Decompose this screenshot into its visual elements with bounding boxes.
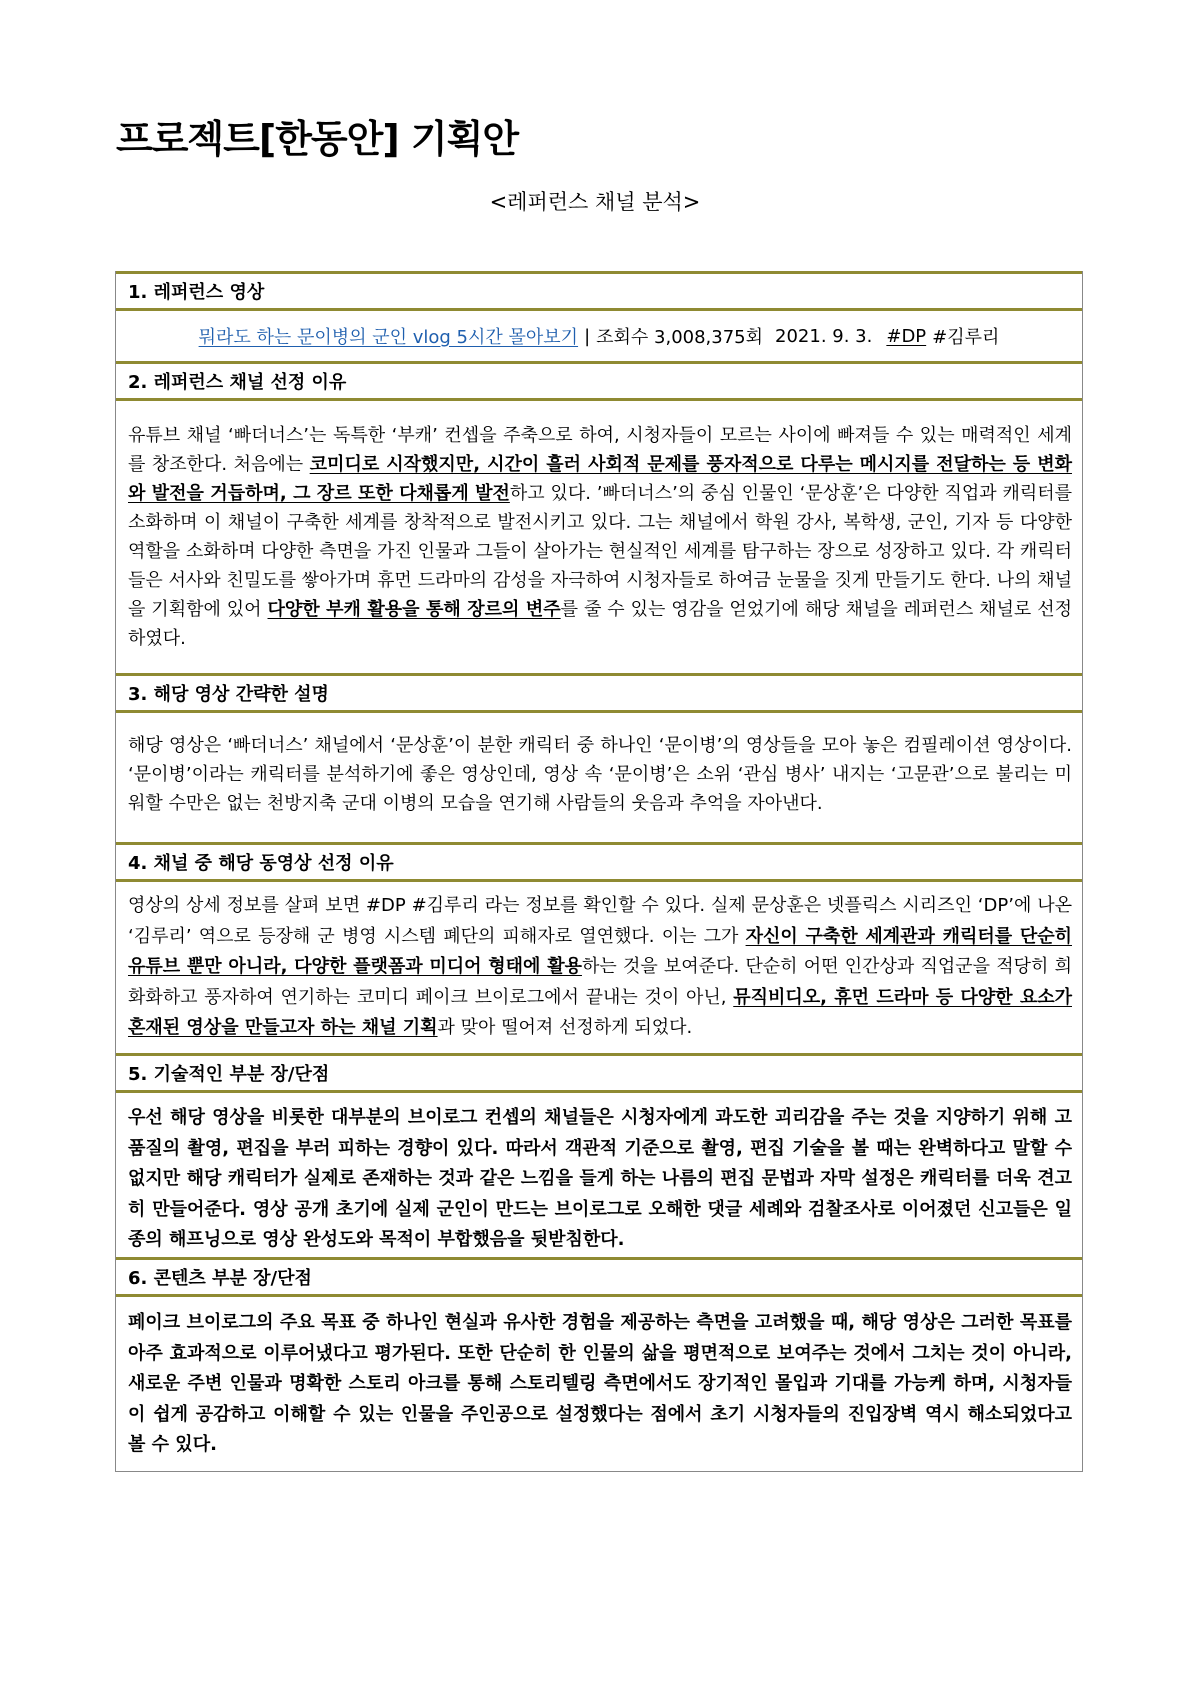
section-4-heading: 4. 채널 중 해당 동영상 선정 이유 (116, 842, 1082, 882)
section-4-text-2: 하는 것을 보여준다. 단순히 어떤 인간상과 직업군을 적당히 희화화하고 풍자하여 연기하는 코미디 페이크 브이로그에서 끝내는 것이 아닌, (128, 956, 1072, 1008)
separator: | (584, 325, 591, 347)
section-4-emphasis-2: 뮤직비디오, 휴먼 드라마 등 다양한 요소가 혼재된 영상을 만들고자 하는 채널 기획 (128, 986, 1072, 1038)
section-2-emphasis-1: 코미디로 시작했지만, 시간이 흘러 사회적 문제를 풍자적으로 다루는 메시지를 전달하는 등 변화와 발전을 거듭하며, 그 장르 또한 다채롭게 발전 (128, 454, 1072, 504)
section-2-emphasis-2: 다양한 부캐 활용을 통해 장르의 변주 (267, 599, 561, 620)
section-3-body: 해당 영상은 ‘빠더너스’ 채널에서 ‘문상훈’이 분한 캐릭터 중 하나인 ‘문이병’의 영상들을 모아 놓은 컴필레이션 영상이다. ‘문이병’이라는 캐릭터를 분석하기에 좋은 영상인데, 영상 속 ‘문이병’은 소위 ‘관심 병사’ 내지는 ‘고문관’으로 불리는 미워할 수만은 없는 천방지축 군대 이병의 모습을 연기해 사람들의 웃음과 추억을 자아낸다. (128, 735, 1072, 814)
section-2-heading: 2. 레퍼런스 채널 선정 이유 (116, 361, 1082, 401)
section-2-body (116, 401, 1082, 673)
hashtag-dp[interactable]: #DP (886, 325, 927, 347)
section-4-text-3: 과 맞아 떨어져 선정하게 되었다. (437, 1017, 693, 1038)
section-4-body (116, 882, 1082, 1053)
section-6-body: 페이크 브이로그의 주요 목표 중 하나인 현실과 유사한 경험을 제공하는 측면을 고려했을 때, 해당 영상은 그러한 목표를 아주 효과적으로 이루어냈다고 평가된다. 또한 단순히 한 인물의 삶을 평면적으로 보여주는 것에서 그치는 것이 아니라, 새로운 주변 인물과 명확한 스토리 아크를 통해 스토리텔링 측면에서도 장기적인 몰입과 기대를 가능케 하며, 시청자들이 쉽게 공감하고 이해할 수 있는 인물을 주인공으로 설정했다는 점에서 초기 시청자들의 진입장벽 역시 해소되었다고 볼 수 있다. (128, 1312, 1072, 1455)
section-4-emphasis-1: 자신이 구축한 세계관과 캐릭터를 단순히 유튜브 뿐만 아니라, 다양한 플랫폼과 미디어 형태에 활용 (128, 925, 1072, 977)
section-5-body: 우선 해당 영상을 비롯한 대부분의 브이로그 컨셉의 채널들은 시청자에게 과도한 괴리감을 주는 것을 지양하기 위해 고품질의 촬영, 편집을 부러 피하는 경향이 있다. 따라서 객관적 기준으로 촬영, 편집 기술을 볼 때는 완벽하다고 말할 수 없지만 해당 캐릭터가 실제로 존재하는 것과 같은 느낌을 들게 하는 나름의 편집 문법과 자막 설정은 캐릭터를 더욱 견고히 만들어준다. 영상 공개 초기에 실제 군인이 만드는 브이로그로 오해한 댓글 세례와 검찰조사로 이어졌던 신고들은 일종의 해프닝으로 영상 완성도와 목적이 부합했음을 뒷받침한다. (128, 1107, 1072, 1250)
reference-video-link[interactable]: 뭐라도 하는 문이병의 군인 vlog 5시간 몰아보기 (198, 327, 579, 348)
section-6-heading: 6. 콘텐츠 부분 장/단점 (116, 1257, 1082, 1297)
view-count: 조회수 3,008,375회 (596, 327, 764, 348)
section-4-text-1: 영상의 상세 정보를 살펴 보면 #DP #김루리 라는 정보를 확인할 수 있다. 실제 문상훈은 넷플릭스 시리즈인 ‘DP’에 나온 ‘김루리’ 역으로 등장해 군 병영 시스템 폐단의 피해자로 열연했다. 이는 그가 (128, 895, 1072, 947)
section-3-heading: 3. 해당 영상 간략한 설명 (116, 673, 1082, 713)
section-2-text-1: 유튜브 채널 ‘빠더너스’는 독특한 ‘부캐’ 컨셉을 주축으로 하여, 시청자들이 모르는 사이에 빠져들 수 있는 매력적인 세계를 창조한다. 처음에는 (128, 425, 1072, 475)
section-2-text-3: 를 줄 수 있는 영감을 얻었기에 해당 채널을 레퍼런스 채널로 선정하였다. (128, 599, 1072, 649)
section-2-text-2: 하고 있다. ’빠더너스’의 중심 인물인 ‘문상훈’은 다양한 직업과 캐릭터를 소화하며 이 채널이 구축한 세계를 창착적으로 발전시키고 있다. 그는 채널에서 학원 강사, 복학생, 군인, 기자 등 다양한 역할을 소화하며 다양한 측면을 가진 인물과 그들이 살아가는 현실적인 세계를 탐구하는 장으로 성장하고 있다. 각 캐릭터들은 서사와 친밀도를 쌓아가며 휴먼 드라마의 감성을 자극하여 시청자들로 하여금 눈물을 짓게 만들기도 한다. 나의 채널을 기획함에 있어 (128, 483, 1072, 620)
page-title: 프로젝트[한동안] 기획안 (116, 117, 519, 161)
section-1-heading: 1. 레퍼런스 영상 (116, 271, 1082, 311)
analysis-table (115, 271, 1083, 1472)
section-5-heading: 5. 기술적인 부분 장/단점 (116, 1053, 1082, 1093)
hashtag-kimluri: #김루리 (932, 327, 1000, 348)
page-subtitle: <레퍼런스 채널 분석> (489, 190, 701, 214)
reference-video-line (116, 311, 1082, 361)
upload-date: 2021. 9. 3. (775, 325, 873, 347)
